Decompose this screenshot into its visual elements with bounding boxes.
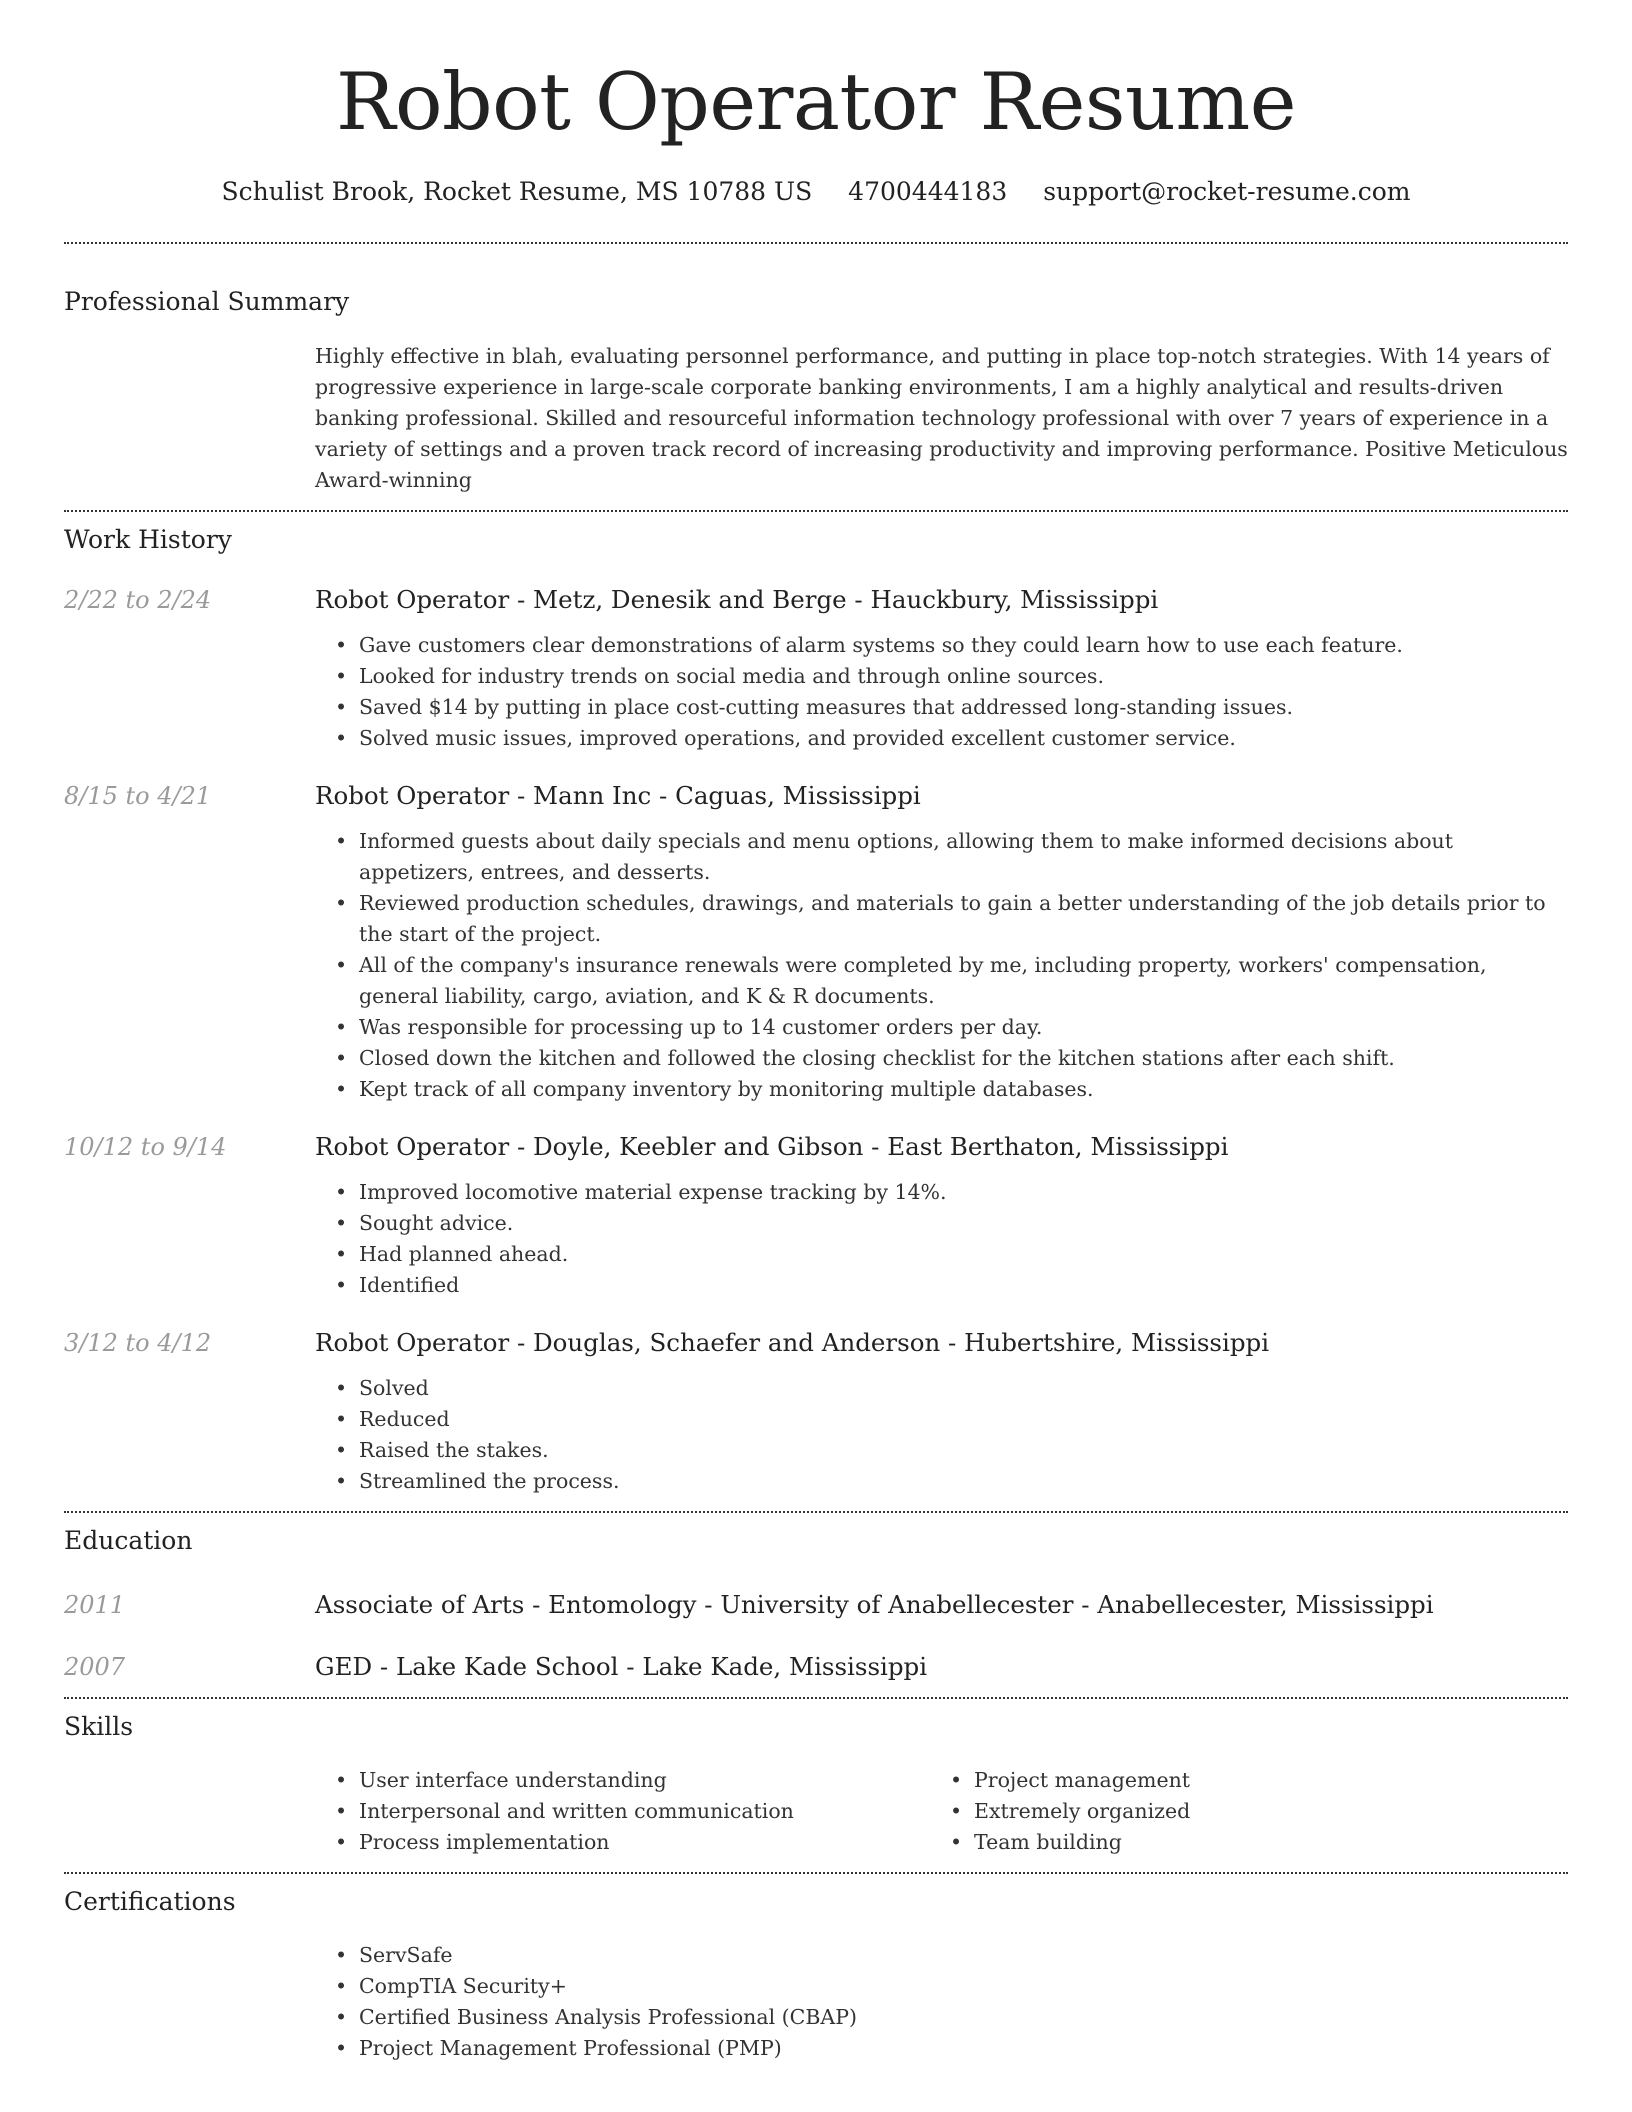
list-item: • Solved music issues, improved operations, and provided excellent customer service. xyxy=(359,723,1568,754)
skills-list xyxy=(315,1765,1568,1858)
certifications-heading: Certifications xyxy=(64,1887,236,1916)
summary-text: Highly effective in blah, evaluating personnel performance, and putting in place top-notch strategies. With 14 years of progressive experience in large-scale corporate banking environments, I am a highly analytical and results-driven banking professional. Skilled and resourceful information technology professional with over 7 years of experience in a variety of settings and a proven track record of increasing productivity and improving performance. Positive Meticulous Award-winning xyxy=(315,344,1568,492)
list-item: • All of the company's insurance renewals were completed by me, including property, workers' compensation, general liability, cargo, aviation, and K & R documents. xyxy=(359,950,1568,1012)
job-bullets xyxy=(359,1177,1568,1301)
list-item: • Solved xyxy=(359,1373,1568,1404)
list-item: • Project management xyxy=(974,1765,1545,1796)
list-item: • Extremely organized xyxy=(974,1796,1545,1827)
job-date: 2/22 to 2/24 xyxy=(64,586,212,614)
divider xyxy=(64,1511,1568,1513)
divider xyxy=(64,510,1568,512)
skills-column-right xyxy=(930,1765,1545,1858)
contact-address: Schulist Brook, Rocket Resume, MS 10788 US xyxy=(221,177,813,206)
list-item: • Looked for industry trends on social media and through online sources. xyxy=(359,661,1568,692)
list-item: • Closed down the kitchen and followed the closing checklist for the kitchen stations after each shift. xyxy=(359,1043,1568,1074)
education-text: GED - Lake Kade School - Lake Kade, Mississippi xyxy=(315,1652,928,1681)
job-date: 3/12 to 4/12 xyxy=(64,1329,212,1357)
job-entry xyxy=(64,1327,1568,1497)
summary-heading: Professional Summary xyxy=(64,287,350,316)
list-item: • Team building xyxy=(974,1827,1545,1858)
job-entry xyxy=(64,780,1568,1105)
list-item: • Raised the stakes. xyxy=(359,1435,1568,1466)
list-item: • Reviewed production schedules, drawings, and materials to gain a better understanding of the job details prior to the start of the project. xyxy=(359,888,1568,950)
list-item: • Was responsible for processing up to 14 customer orders per day. xyxy=(359,1012,1568,1043)
job-heading: Robot Operator - Douglas, Schaefer and Anderson - Hubertshire, Mississippi xyxy=(315,1328,1270,1357)
list-item: • Saved $14 by putting in place cost-cutting measures that addressed long-standing issues. xyxy=(359,692,1568,723)
job-heading: Robot Operator - Metz, Denesik and Berge - Hauckbury, Mississippi xyxy=(315,585,1159,614)
list-item: • Gave customers clear demonstrations of alarm systems so they could learn how to use each feature. xyxy=(359,630,1568,661)
job-date: 8/15 to 4/21 xyxy=(64,782,212,810)
list-item: • Informed guests about daily specials and menu options, allowing them to make informed decisions about appetizers, entrees, and desserts. xyxy=(359,826,1568,888)
education-heading: Education xyxy=(64,1526,193,1555)
education-date: 2007 xyxy=(64,1653,126,1681)
education-date: 2011 xyxy=(64,1591,126,1619)
contact-email: support@rocket-resume.com xyxy=(1043,177,1411,206)
work-history-heading: Work History xyxy=(64,525,232,554)
contact-line xyxy=(64,176,1568,208)
job-entry xyxy=(64,584,1568,754)
list-item: • Had planned ahead. xyxy=(359,1239,1568,1270)
education-entry xyxy=(64,1651,1568,1683)
job-bullets xyxy=(359,1373,1568,1497)
job-heading: Robot Operator - Doyle, Keebler and Gibson - East Berthaton, Mississippi xyxy=(315,1132,1229,1161)
list-item: • Improved locomotive material expense tracking by 14%. xyxy=(359,1177,1568,1208)
job-bullets xyxy=(359,630,1568,754)
list-item: • Identified xyxy=(359,1270,1568,1301)
resume-title: Robot Operator Resume xyxy=(336,56,1296,148)
list-item: • Streamlined the process. xyxy=(359,1466,1568,1497)
job-bullets xyxy=(359,826,1568,1105)
skills-heading: Skills xyxy=(64,1712,134,1741)
job-heading: Robot Operator - Mann Inc - Caguas, Mississippi xyxy=(315,781,921,810)
list-item: • CompTIA Security+ xyxy=(359,1971,1568,2002)
list-item: • User interface understanding xyxy=(359,1765,930,1796)
list-item: • ServSafe xyxy=(359,1940,1568,1971)
divider xyxy=(64,1697,1568,1699)
certifications-list xyxy=(359,1940,1568,2064)
job-entry xyxy=(64,1131,1568,1301)
skills-column-left xyxy=(315,1765,930,1858)
list-item: • Kept track of all company inventory by monitoring multiple databases. xyxy=(359,1074,1568,1105)
divider xyxy=(64,1872,1568,1874)
list-item: • Certified Business Analysis Professional (CBAP) xyxy=(359,2002,1568,2033)
list-item: • Reduced xyxy=(359,1404,1568,1435)
list-item: • Interpersonal and written communication xyxy=(359,1796,930,1827)
education-text: Associate of Arts - Entomology - University of Anabellecester - Anabellecester, Mississippi xyxy=(315,1590,1434,1619)
job-date: 10/12 to 9/14 xyxy=(64,1133,227,1161)
list-item: • Sought advice. xyxy=(359,1208,1568,1239)
list-item: • Project Management Professional (PMP) xyxy=(359,2033,1568,2064)
divider xyxy=(64,242,1568,244)
contact-phone: 4700444183 xyxy=(848,177,1008,206)
education-entry xyxy=(64,1589,1568,1621)
list-item: • Process implementation xyxy=(359,1827,930,1858)
